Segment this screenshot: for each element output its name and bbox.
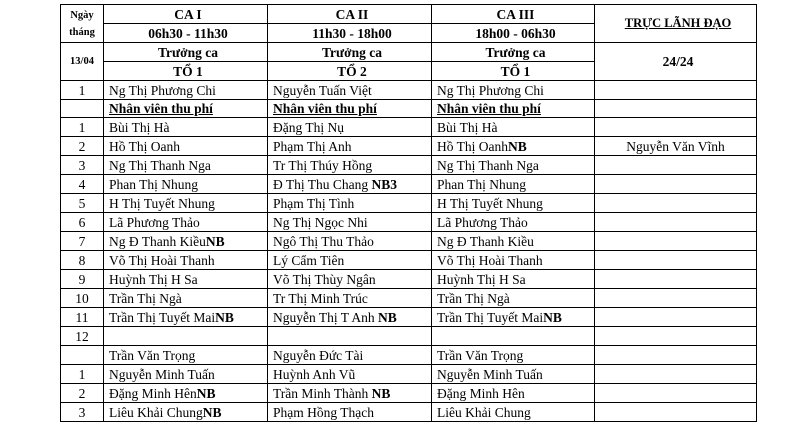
staff-name: Tr Thị Thúy Hồng: [273, 157, 373, 173]
shift1-staff-cell: [104, 403, 268, 422]
shift1-staff-cell: [104, 346, 268, 365]
staff-name: Phạm Hồng Thạch: [273, 404, 374, 420]
shift1-name: CA I: [104, 5, 268, 24]
staff-name: Hồ Thị Oanh: [109, 138, 180, 154]
table-row: [61, 327, 757, 346]
shift3-staff-cell: [432, 365, 595, 384]
table-row: [61, 156, 757, 175]
shift2-staff-cell: [268, 118, 432, 137]
row-number-text: 11: [75, 309, 89, 325]
row-number-text: 5: [78, 195, 86, 211]
shift2-staff-cell: [268, 289, 432, 308]
shift1-time: 06h30 - 11h30: [104, 24, 268, 43]
shift1-staff-cell: [104, 118, 268, 137]
staff-note: NB3: [371, 176, 398, 192]
leader-cell: [595, 365, 757, 384]
staff-note: NB: [196, 385, 216, 401]
row-number: [61, 137, 104, 156]
staff-note: NB: [215, 309, 234, 325]
row-number: [61, 118, 104, 137]
leader-cell: [595, 194, 757, 213]
shift3-role: Trưởng ca: [432, 43, 595, 62]
staff-name: Đặng Minh Hên: [109, 385, 197, 401]
staff-name: Trần Thị Tuyết Mai: [437, 309, 544, 325]
shift3-staff-cell: [432, 251, 595, 270]
staff-name: Trần Thị Ngà: [109, 290, 182, 306]
shift1-staff-cell: [104, 251, 268, 270]
leader-cell: [595, 175, 757, 194]
row-number-text: 9: [78, 271, 86, 287]
row-number: [61, 156, 104, 175]
shift1-staff-cell: [104, 270, 268, 289]
shift1-staff-cell: [104, 232, 268, 251]
staff-title-row: [61, 100, 757, 118]
shift1-team: TỔ 1: [104, 62, 268, 81]
staff-name: Ng Thị Thanh Nga: [437, 157, 539, 173]
staff-name: Huỳnh Thị H Sa: [437, 271, 526, 287]
staff-name: Trần Văn Trọng: [437, 347, 524, 363]
shift3-staff-cell: [432, 308, 595, 327]
table-row: [61, 118, 757, 137]
table-row: [61, 194, 757, 213]
shift3-staff-cell: [432, 213, 595, 232]
staff-name: Phan Thị Nhung: [437, 176, 527, 192]
shift2-role: Trưởng ca: [268, 43, 432, 62]
shift3-staff-cell: [432, 137, 595, 156]
leader-cell: [595, 384, 757, 403]
shift1-staff-cell: [104, 156, 268, 175]
shift1-staff-cell: [104, 384, 268, 403]
staff-note: NB: [371, 385, 391, 401]
table-row: [61, 346, 757, 365]
row-number: [61, 270, 104, 289]
shift3-staff-cell: [432, 156, 595, 175]
leader-cell: [595, 213, 757, 232]
shift2-staff-cell: [268, 365, 432, 384]
staff-name: H Thị Tuyết Nhung: [437, 195, 543, 211]
leader-cell: [595, 270, 757, 289]
row-number-text: 3: [78, 404, 86, 420]
date-cell: 13/04: [61, 43, 104, 81]
staff-name: Tr Thị Minh Trúc: [273, 290, 368, 306]
table-row: [61, 403, 757, 422]
staff-name: Ngô Thị Thu Thảo: [273, 233, 374, 249]
leader-cell: [595, 403, 757, 422]
staff-name: H Thị Tuyết Nhung: [109, 195, 215, 211]
row-number: [61, 308, 104, 327]
leader-cell: [595, 81, 757, 100]
shift3-time: 18h00 - 06h30: [432, 24, 595, 43]
row-number: [61, 175, 104, 194]
shift2-time: 11h30 - 18h00: [268, 24, 432, 43]
shift3-staff-cell: [432, 346, 595, 365]
leader-cell: [595, 289, 757, 308]
leader-cell: [595, 137, 757, 156]
staff-name: Trần Thị Ngà: [437, 290, 510, 306]
shift1-staff-cell: [104, 308, 268, 327]
staff-name: Ng Đ Thanh Kiều: [437, 233, 534, 249]
staff-name: Võ Thị Thùy Ngân: [273, 271, 376, 287]
staff-name: Phan Thị Nhung: [109, 176, 199, 192]
staff-note: NB: [205, 233, 225, 249]
leader-column-header: TRỰC LÃNH ĐẠO: [595, 5, 757, 43]
staff-name: Đặng Minh Hên: [437, 385, 525, 401]
staff-name: Liêu Khải Chung: [437, 404, 531, 420]
leader-cell: [595, 118, 757, 137]
staff-name: Phạm Thị Tình: [273, 195, 355, 211]
shift-roster-table: [60, 4, 757, 422]
staff-name: Đặng Thị Nụ: [273, 119, 344, 135]
row-number-text: 2: [78, 138, 86, 154]
shift2-staff-cell: [268, 194, 432, 213]
shift1-chief: Ng Thị Phương Chi: [104, 81, 268, 100]
shift3-team: TỔ 1: [432, 62, 595, 81]
shift1-staff-cell: [104, 137, 268, 156]
shift3-staff-cell: [432, 270, 595, 289]
shift2-staff-cell: [268, 308, 432, 327]
staff-note: NB: [543, 309, 562, 325]
row-number-text: 10: [75, 290, 89, 306]
date-column-header: Ngày tháng: [61, 5, 104, 43]
shift2-staff-cell: [268, 137, 432, 156]
staff-name: Bùi Thị Hà: [437, 119, 498, 135]
staff-name: Nguyễn Minh Tuấn: [437, 366, 543, 382]
row-number: [61, 100, 104, 118]
staff-note: NB: [202, 404, 222, 420]
staff-name: Ng Đ Thanh Kiều: [109, 233, 206, 249]
staff-name: Nguyễn Đức Tài: [273, 347, 364, 363]
shift1-staff-cell: [104, 194, 268, 213]
shift1-staff-cell: [104, 365, 268, 384]
row-number: [61, 327, 104, 346]
row-number: [61, 213, 104, 232]
table-row: [61, 232, 757, 251]
shift2-name: CA II: [268, 5, 432, 24]
staff-name: Nguyễn Thị T Anh: [273, 309, 379, 325]
staff-name: Bùi Thị Hà: [109, 119, 170, 135]
shift2-staff-cell: [268, 270, 432, 289]
table-row: [61, 365, 757, 384]
staff-name: Trần Minh Thành: [273, 385, 372, 401]
table-row: [61, 213, 757, 232]
row-number: [61, 251, 104, 270]
row-number: 1: [61, 81, 104, 100]
row-number: [61, 194, 104, 213]
staff-name: Võ Thị Hoài Thanh: [109, 252, 215, 268]
row-number: [61, 232, 104, 251]
staff-note: NB: [378, 309, 397, 325]
shift2-staff-cell: [268, 175, 432, 194]
row-number: [61, 365, 104, 384]
shift1-staff-cell: [104, 327, 268, 346]
row-number-text: 3: [78, 157, 86, 173]
table-row: [61, 137, 757, 156]
staff-name: Trần Văn Trọng: [109, 347, 196, 363]
shift3-staff-cell: [432, 327, 595, 346]
table-row: [61, 384, 757, 403]
staff-name: Trần Thị Tuyết Mai: [109, 309, 216, 325]
table-row: [61, 289, 757, 308]
staff-name: Đ Thị Thu Chang: [273, 176, 372, 192]
leader-cell: [595, 100, 757, 118]
row-number-text: 1: [78, 366, 86, 382]
shift3-chief: Ng Thị Phương Chi: [432, 81, 595, 100]
shift2-chief: Nguyễn Tuấn Việt: [268, 81, 432, 100]
row-number: [61, 346, 104, 365]
leader-cell: [595, 251, 757, 270]
shift1-staff-title: Nhân viên thu phí: [104, 100, 268, 118]
staff-name: Lý Cẩm Tiên: [273, 252, 345, 268]
shift2-staff-cell: [268, 327, 432, 346]
shift3-name: CA III: [432, 5, 595, 24]
leader-name: Nguyễn Văn Vĩnh: [626, 138, 725, 154]
shift3-staff-title: Nhân viên thu phí: [432, 100, 595, 118]
shift2-staff-cell: [268, 403, 432, 422]
staff-name: Lã Phương Thảo: [437, 214, 528, 230]
staff-name: Huỳnh Thị H Sa: [109, 271, 198, 287]
row-number-text: 7: [78, 233, 86, 249]
staff-name: Huỳnh Anh Vũ: [273, 366, 356, 382]
staff-name: Ng Thị Ngọc Nhi: [273, 214, 368, 230]
shift2-staff-cell: [268, 213, 432, 232]
shift2-staff-cell: [268, 346, 432, 365]
table-row: [61, 308, 757, 327]
row-number-text: 8: [78, 252, 86, 268]
row-number-text: 1: [78, 119, 86, 135]
row-number: [61, 289, 104, 308]
shift2-staff-cell: [268, 232, 432, 251]
shift3-staff-cell: [432, 118, 595, 137]
leader-hours: 24/24: [595, 43, 757, 81]
shift2-staff-cell: [268, 156, 432, 175]
table-row: [61, 270, 757, 289]
shift3-staff-cell: [432, 194, 595, 213]
shift-chief-row: [61, 81, 757, 100]
staff-name: Hồ Thị Oanh: [437, 138, 508, 154]
shift2-team: TỔ 2: [268, 62, 432, 81]
staff-name: Ng Thị Thanh Nga: [109, 157, 211, 173]
leader-cell: [595, 156, 757, 175]
leader-cell: [595, 346, 757, 365]
staff-note: NB: [508, 138, 527, 154]
shift2-staff-cell: [268, 384, 432, 403]
shift1-role: Trưởng ca: [104, 43, 268, 62]
shift2-staff-title: Nhân viên thu phí: [268, 100, 432, 118]
row-number-text: 4: [78, 176, 86, 192]
shift1-staff-cell: [104, 213, 268, 232]
row-number-text: 6: [78, 214, 86, 230]
staff-name: Lã Phương Thảo: [109, 214, 200, 230]
staff-name: Liêu Khải Chung: [109, 404, 203, 420]
row-number: [61, 384, 104, 403]
shift1-staff-cell: [104, 289, 268, 308]
table-row: [61, 251, 757, 270]
staff-name: Nguyễn Minh Tuấn: [109, 366, 215, 382]
shift3-staff-cell: [432, 232, 595, 251]
shift1-staff-cell: [104, 175, 268, 194]
staff-name: Phạm Thị Anh: [273, 138, 352, 154]
row-number-text: 12: [75, 328, 89, 344]
row-number-text: 2: [78, 385, 86, 401]
shift3-staff-cell: [432, 384, 595, 403]
leader-cell: [595, 327, 757, 346]
shift3-staff-cell: [432, 403, 595, 422]
row-number: [61, 403, 104, 422]
table-row: [61, 175, 757, 194]
staff-name: Võ Thị Hoài Thanh: [437, 252, 543, 268]
shift3-staff-cell: [432, 289, 595, 308]
shift3-staff-cell: [432, 175, 595, 194]
shift2-staff-cell: [268, 251, 432, 270]
leader-cell: [595, 232, 757, 251]
subheader-role-row: [61, 43, 757, 62]
leader-cell: [595, 308, 757, 327]
header-row-1: [61, 5, 757, 24]
